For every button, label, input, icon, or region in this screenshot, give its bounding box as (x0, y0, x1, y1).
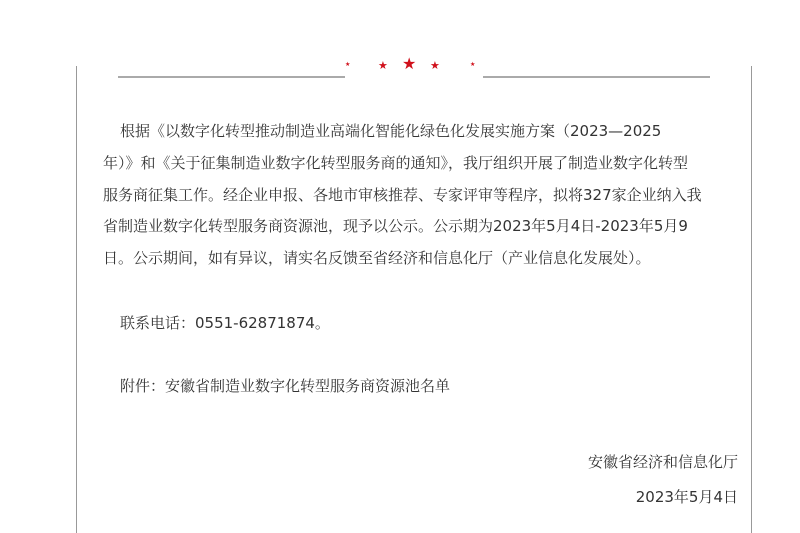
body-line: 省制造业数字化转型服务商资源池，现予以公示。公示期为2023年5月4日-2023年5月9 (103, 217, 688, 235)
body-line: 日。公示期间，如有异议，请实名反馈至省经济和信息化厅（产业信息化发展处）。 (103, 249, 651, 267)
content-border-left (76, 66, 77, 533)
divider-right (483, 76, 710, 78)
star-icon: ★ (378, 59, 388, 72)
attachment-link[interactable]: 附件：安徽省制造业数字化转型服务商资源池名单 (120, 377, 451, 395)
content-border-right (751, 66, 752, 533)
star-icon: ★ (430, 59, 440, 72)
signature-org: 安徽省经济和信息化厅 (587, 453, 738, 471)
star-icon: ★ (470, 61, 476, 68)
body-line: 服务商征集工作。经企业申报、各地市审核推荐、专家评审等程序，拟将327家企业纳入我 (103, 186, 702, 204)
signature-date: 2023年5月4日 (635, 488, 738, 506)
star-icon: ★ (345, 61, 351, 68)
body-line: 年）》和《关于征集制造业数字化转型服务商的通知》，我厅组织开展了制造业数字化转型 (103, 154, 689, 172)
body-line: 根据《以数字化转型推动制造业高端化智能化绿色化发展实施方案（2023—2025 (120, 122, 662, 140)
star-icon: ★ (402, 54, 417, 73)
contact-phone: 联系电话：0551-62871874。 (120, 314, 330, 332)
divider-left (118, 76, 345, 78)
